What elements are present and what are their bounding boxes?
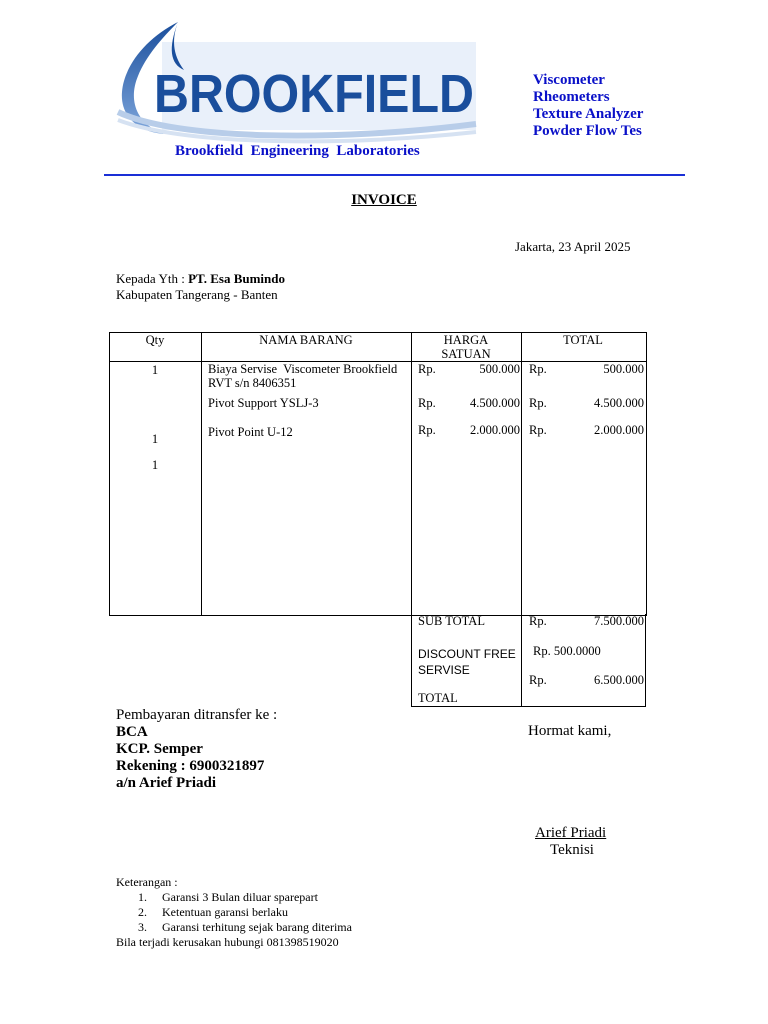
product-rheometers: Rheometers — [533, 89, 610, 105]
note-item — [116, 890, 352, 905]
header-total: TOTAL — [563, 333, 603, 347]
total-value: 2.000.000 — [594, 423, 644, 437]
payment-info — [116, 707, 277, 792]
price-currency: Rp. — [418, 396, 436, 410]
header-price — [411, 333, 521, 361]
qty-cell: 1 — [151, 432, 159, 446]
note-number: 1. — [138, 890, 147, 904]
price-currency: Rp. — [418, 362, 436, 376]
qty-cell: 1 — [151, 363, 159, 377]
header-item: NAMA BARANG — [259, 333, 353, 347]
note-item — [116, 905, 352, 920]
total-currency: Rp. — [529, 362, 547, 376]
note-text: Garansi 3 Bulan diluar sparepart — [162, 890, 318, 904]
brand-wordmark: BROOKFIELD — [154, 64, 474, 124]
bank-branch: KCP. Semper — [116, 741, 203, 757]
note-number: 3. — [138, 920, 147, 934]
company-logo — [116, 20, 478, 144]
account-number: Rekening : 6900321897 — [116, 758, 265, 774]
total-value: 4.500.000 — [594, 396, 644, 410]
total-label: TOTAL — [418, 691, 458, 705]
notes-title: Keterangan : — [116, 875, 178, 889]
total-currency: Rp. — [529, 423, 547, 437]
signature-greeting: Hormat kami, — [528, 723, 612, 739]
recipient-prefix: Kepada Yth : — [116, 271, 189, 286]
price-value: 500.000 — [479, 362, 520, 376]
notes — [116, 875, 352, 950]
recipient — [116, 271, 285, 303]
grand-total-value: 6.500.000 — [594, 673, 644, 687]
note-text: Garansi terhitung sejak barang diterima — [162, 920, 352, 934]
invoice-title: INVOICE — [351, 192, 417, 208]
grand-total-currency: Rp. — [529, 673, 547, 687]
item-name-line2: RVT s/n 8406351 — [208, 376, 297, 390]
subtotal-currency: Rp. — [529, 614, 547, 628]
signature-role: Teknisi — [550, 842, 594, 858]
item-name: Pivot Point U-12 — [208, 425, 293, 439]
qty-cell: 1 — [151, 458, 159, 472]
lab-name: Brookfield Engineering Laboratories — [175, 143, 420, 159]
notes-footer: Bila terjadi kerusakan hubungi 081398519020 — [116, 935, 339, 949]
header-divider — [104, 174, 685, 176]
discount-value: Rp. 500.0000 — [533, 644, 601, 658]
note-item — [116, 920, 352, 935]
product-powder-flow: Powder Flow Tes — [533, 123, 642, 139]
header-price-line2: SATUAN — [441, 347, 491, 361]
account-holder: a/n Arief Priadi — [116, 775, 216, 791]
product-texture-analyzer: Texture Analyzer — [533, 106, 644, 122]
recipient-name: PT. Esa Bumindo — [188, 271, 286, 286]
subtotal-value: 7.500.000 — [594, 614, 644, 628]
total-currency: Rp. — [529, 396, 547, 410]
price-value: 4.500.000 — [470, 396, 520, 410]
total-value: 500.000 — [603, 362, 644, 376]
price-value: 2.000.000 — [470, 423, 520, 437]
discount-label — [418, 646, 516, 678]
product-viscometer: Viscometer — [533, 72, 605, 88]
recipient-address: Kabupaten Tangerang - Banten — [116, 287, 278, 302]
discount-label-line2: SERVISE — [418, 663, 470, 677]
product-list — [533, 72, 643, 140]
discount-label-line1: DISCOUNT FREE — [418, 647, 516, 661]
payment-intro: Pembayaran ditransfer ke : — [116, 707, 278, 723]
subtotal-label: SUB TOTAL — [418, 614, 485, 628]
note-text: Ketentuan garansi berlaku — [162, 905, 288, 919]
item-name: Pivot Support YSLJ-3 — [208, 396, 319, 410]
header-price-line1: HARGA — [443, 333, 489, 347]
signature-name: Arief Priadi — [535, 825, 607, 841]
item-name-line1: Biaya Servise Viscometer Brookfield — [208, 362, 398, 376]
item-name — [208, 362, 397, 390]
bank-name: BCA — [116, 724, 148, 740]
note-number: 2. — [138, 905, 147, 919]
invoice-date: Jakarta, 23 April 2025 — [515, 239, 631, 254]
price-currency: Rp. — [418, 423, 436, 437]
header-qty: Qty — [145, 333, 165, 347]
